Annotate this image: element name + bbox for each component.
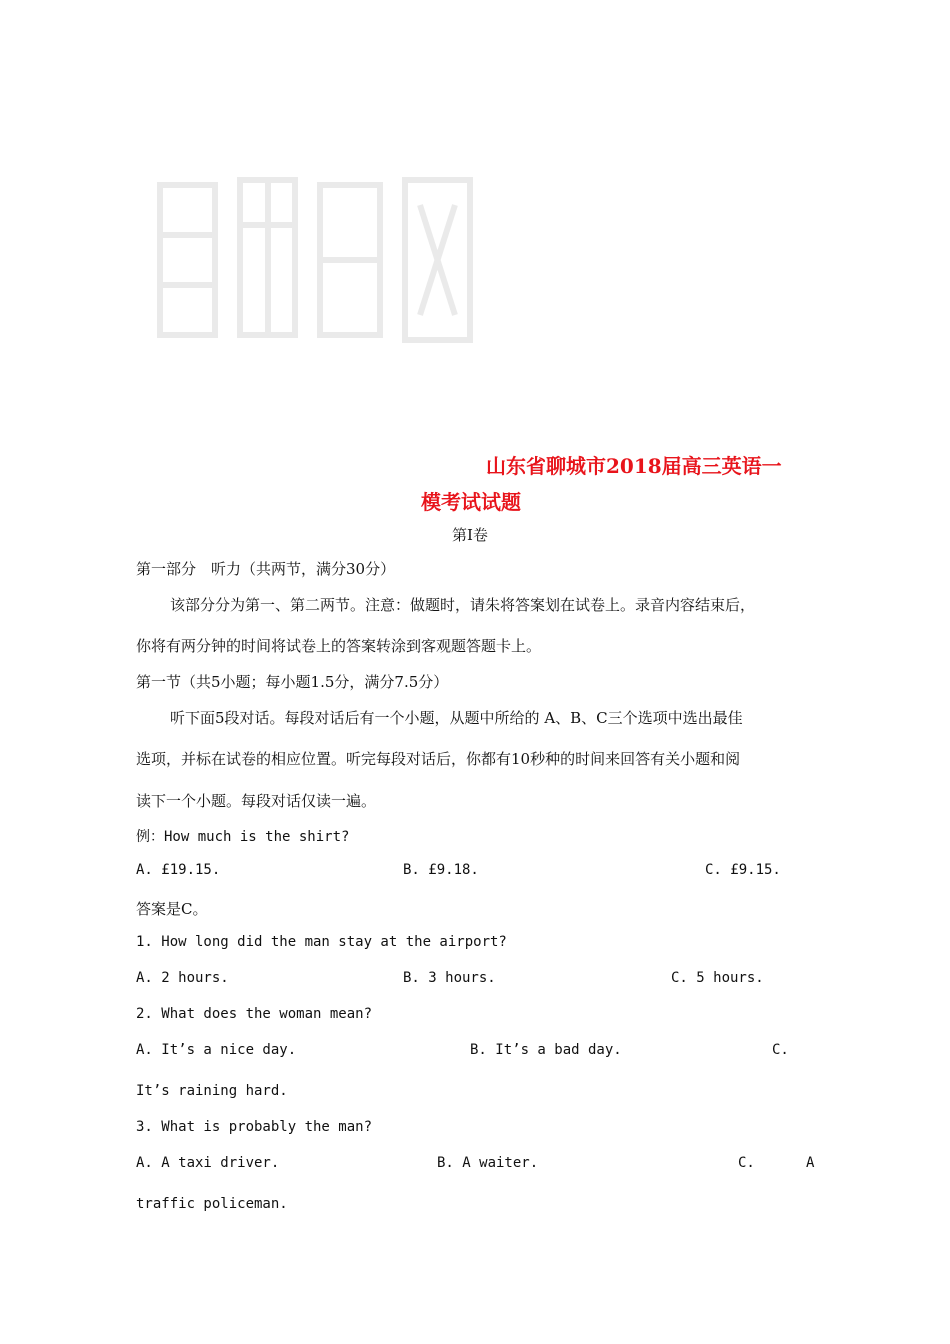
question-2-option-b: B. It’s a bad day. [470, 1042, 622, 1058]
volume-label: 第Ⅰ卷 [452, 526, 488, 544]
question-1-option-b: B. 3 hours. [403, 970, 496, 986]
question-3-option-c-word: A [806, 1155, 815, 1171]
section1-instruction-line3: 读下一个小题。每段对话仅读一遍。 [136, 792, 377, 810]
document-title-line2: 模考试试题 [421, 490, 521, 514]
part1-intro-line1: 该部分分为第一、第二两节。注意：做题时，请朱将答案划在试卷上。录音内容结束后， [170, 596, 756, 614]
example-question: 例：How much is the shirt? [136, 829, 350, 845]
question-3-option-c-text: traffic policeman. [136, 1196, 288, 1212]
section1-instruction-line1: 听下面5段对话。每段对话后有一个小题，从题中所给的 A、B、C三个选项中选出最佳 [170, 709, 743, 727]
question-1-option-a: A. 2 hours. [136, 970, 229, 986]
section1-heading: 第一节（共5小题；每小题1.5分，满分7.5分） [136, 673, 449, 691]
watermark [150, 165, 480, 355]
question-1: 1. How long did the man stay at the airport? [136, 934, 507, 950]
part1-intro-line2: 你将有两分钟的时间将试卷上的答案转涂到客观题答题卡上。 [136, 637, 542, 655]
example-option-b: B. £9.18. [403, 862, 479, 878]
question-3-option-c-label: C. [738, 1155, 755, 1171]
example-answer: 答案是C。 [136, 900, 208, 918]
question-3: 3. What is probably the man? [136, 1119, 373, 1135]
question-1-option-c: C. 5 hours. [671, 970, 764, 986]
question-3-option-a: A. A taxi driver. [136, 1155, 280, 1171]
example-option-a: A. £19.15. [136, 862, 221, 878]
example-option-c: C. £9.15. [705, 862, 781, 878]
question-2: 2. What does the woman mean? [136, 1006, 373, 1022]
section1-instruction-line2: 选项，并标在试卷的相应位置。听完每段对话后，你都有10秒种的时间来回答有关小题和阅 [136, 750, 741, 768]
part1-heading: 第一部分 听力（共两节，满分30分） [136, 560, 396, 578]
document-title-line1: 山东省聊城市2018届高三英语一 [486, 454, 782, 478]
question-2-option-c-label: C. [772, 1042, 789, 1058]
question-2-option-a: A. It’s a nice day. [136, 1042, 297, 1058]
question-2-option-c-text: It’s raining hard. [136, 1083, 288, 1099]
question-3-option-b: B. A waiter. [437, 1155, 539, 1171]
